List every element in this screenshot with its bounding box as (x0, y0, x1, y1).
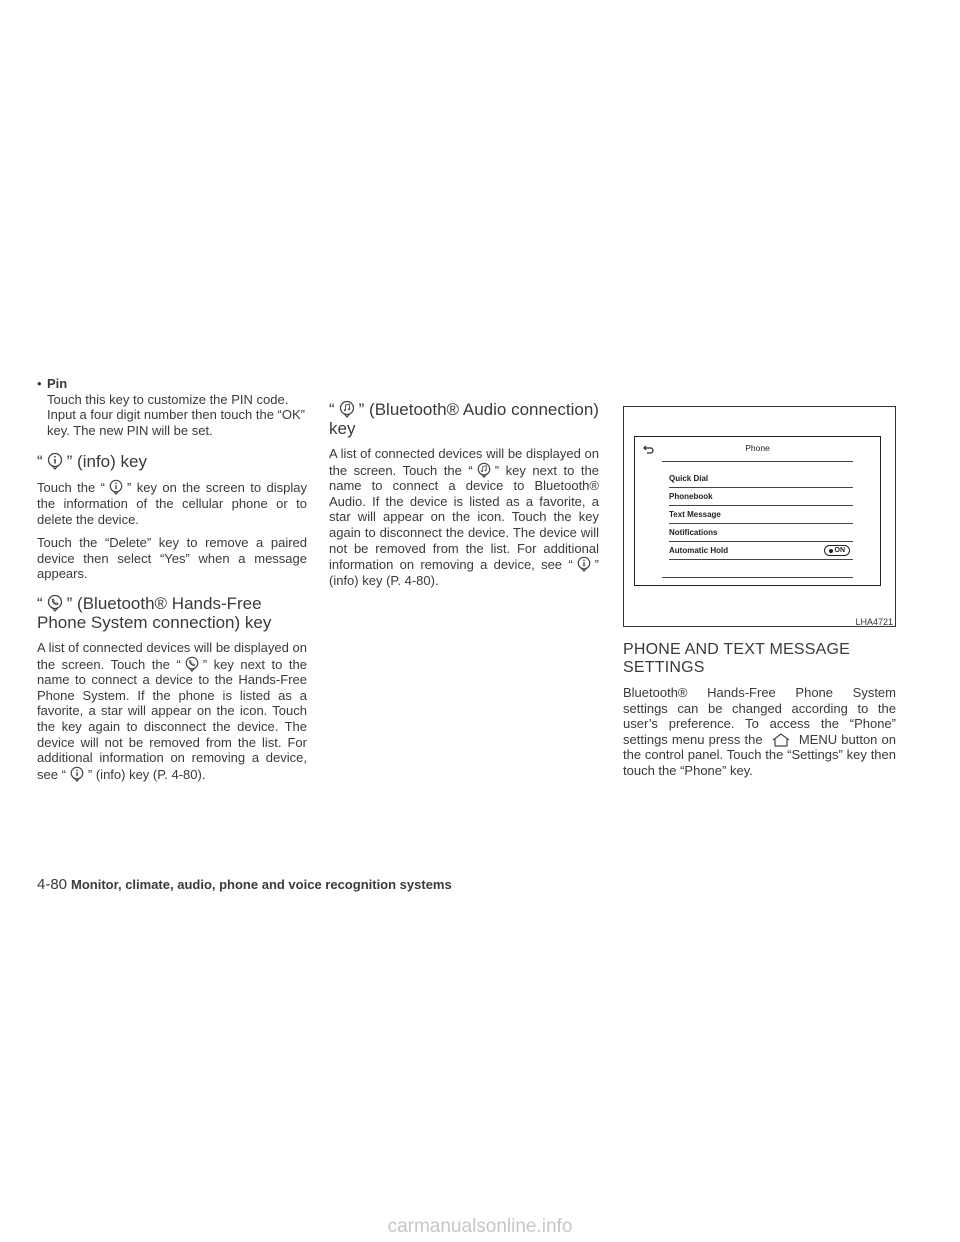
column-1 (37, 376, 307, 790)
phone-settings-figure (623, 406, 896, 627)
info-icon (108, 479, 124, 495)
home-menu-icon (770, 733, 792, 747)
menu-item-quick-dial[interactable]: Quick Dial (669, 470, 853, 488)
audio-key-heading: “ ” (Bluetooth® Audio connection) key (329, 400, 599, 438)
page-number: 4-80 (37, 876, 68, 893)
section-title: Monitor, climate, audio, phone and voice recognition systems (71, 877, 452, 892)
column-2 (329, 400, 599, 596)
phone-icon (46, 594, 64, 612)
settings-heading: PHONE AND TEXT MESSAGE SETTINGS (623, 641, 850, 676)
menu-item-automatic-hold[interactable]: Automatic Hold ON (669, 542, 853, 560)
info-key-heading: “ ” (info) key (37, 452, 147, 472)
pin-title: Pin (47, 376, 68, 391)
music-note-icon (476, 462, 492, 478)
info-paragraph-1: Touch the “ ” key on the screen to display the information of the cellular phone or to delete the device. (37, 480, 307, 527)
column-3 (623, 406, 896, 787)
music-note-icon (338, 400, 356, 418)
info-icon (576, 556, 592, 572)
header-divider (662, 461, 853, 462)
toggle-dot (829, 549, 833, 553)
menu-item-phonebook[interactable]: Phonebook (669, 488, 853, 506)
audio-paragraph: A list of connected devices will be displayed on the screen. Touch the “ ” key next to the name to connect a device to Bluetooth® Audio. If the device is listed as a favorite, a star will appear on the icon. Touch the key again to disconnect the device. The device will not be removed from the list. For additional information on removing a device, see “ ” (info) key (P. 4-80). (329, 446, 599, 588)
hands-free-key-heading: “ ” (Bluetooth® Hands-Free Phone System connection) key (37, 593, 272, 632)
bullet-dot: • (37, 376, 42, 391)
menu-item-notifications[interactable]: Notifications (669, 524, 853, 542)
pin-text: Touch this key to customize the PIN code. Input a four digit number then touch the “OK” key. The new PIN will be set. (47, 391, 305, 438)
info-icon (46, 452, 64, 470)
figure-code: LHA4721 (855, 617, 893, 627)
watermark: carmanualsonline.info (387, 1216, 573, 1237)
menu-item-text-message[interactable]: Text Message (669, 506, 853, 524)
screen-title: Phone (745, 443, 770, 453)
bottom-divider (662, 577, 853, 578)
info-paragraph-2: Touch the “Delete” key to remove a paired device then select “Yes” when a message appears. (37, 535, 307, 582)
display-screen (634, 436, 881, 586)
info-icon (69, 766, 85, 782)
phone-icon (184, 656, 200, 672)
settings-paragraph: Bluetooth® Hands-Free Phone System settings can be changed according to the user’s preference. To access the “Phone” settings menu press the MENU button on the control panel. Touch the “Settings” key then touch the “Phone” key. (623, 685, 896, 778)
automatic-hold-toggle[interactable]: ON (824, 545, 851, 556)
hands-free-paragraph: A list of connected devices will be displayed on the screen. Touch the “ ” key next to the name to connect a device to the Hands-Free Phone System. If the phone is listed as a favorite, a star will appear on the icon. Touch the key again to disconnect the device. The device will not be removed from the list. For additional information on removing a device, see “ ” (info) key (P. 4-80). (37, 639, 307, 782)
pin-bullet (37, 376, 307, 438)
page-footer (37, 876, 452, 893)
